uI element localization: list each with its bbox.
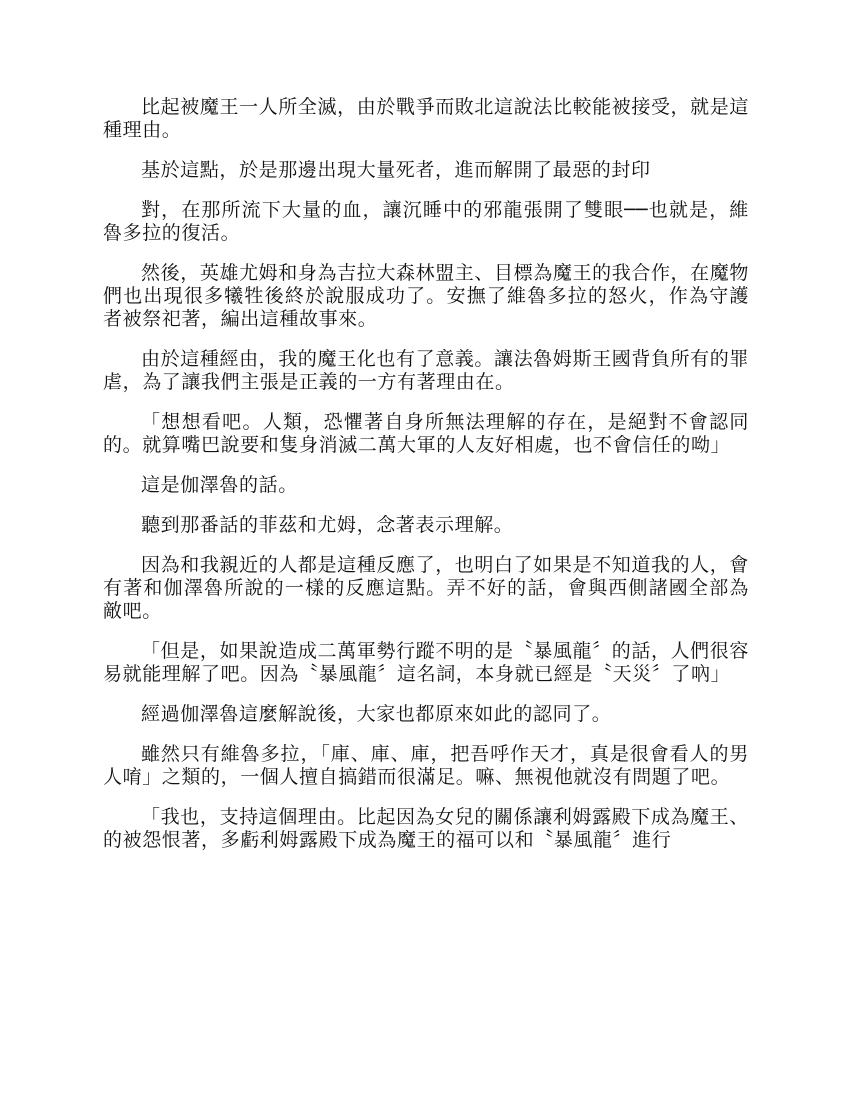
paragraph: 「但是，如果說造成二萬軍勢行蹤不明的是〝暴風龍〞的話，人們很容易就能理解了吧。因為〝暴風龍〞這名詞，本身就已經是〝天災〞了吶」 [103,640,749,685]
paragraph: 聽到那番話的菲茲和尤姆，念著表示理解。 [141,514,514,536]
paragraph: 雖然只有維魯多拉，「庫、庫、庫，把吾呼作天才，真是很會看人的男人唷」之類的，一個人擅自搞錯而很滿足。嘛、無視他就沒有問題了吧。 [103,743,749,788]
document-page [103,96,749,1056]
paragraph: 經過伽澤魯這麼解說後，大家也都原來如此的認同了。 [141,703,612,725]
paragraph: 由於這種經由，我的魔王化也有了意義。讓法魯姆斯王國背負所有的罪虐，為了讓我們主張是正義的一方有著理由在。 [103,348,749,393]
paragraph: 比起被魔王一人所全滅，由於戰爭而敗北這說法比較能被接受，就是這種理由。 [103,96,749,141]
paragraph: 因為和我親近的人都是這種反應了，也明白了如果是不知道我的人，會有著和伽澤魯所說的一樣的反應這點。弄不好的話，會與西側諸國全部為敵吧。 [103,554,749,622]
paragraph: 這是伽澤魯的話。 [141,474,298,496]
paragraph: 「想想看吧。人類，恐懼著自身所無法理解的存在，是絕對不會認同的。就算嘴巴說要和隻身消滅二萬大軍的人友好相處，也不會信任的呦」 [103,411,749,456]
paragraph: 對，在那所流下大量的血，讓沉睡中的邪龍張開了雙眼──也就是，維魯多拉的復活。 [103,199,749,244]
paragraph: 「我也，支持這個理由。比起因為女兒的關係讓利姆露殿下成為魔王、的被怨恨著，多虧利姆露殿下成為魔王的福可以和〝暴風龍〞進行 [103,806,749,851]
paragraph: 然後，英雄尤姆和身為吉拉大森林盟主、目標為魔王的我合作，在魔物們也出現很多犧牲後終於說服成功了。安撫了維魯多拉的怒火，作為守護者被祭祀著，編出這種故事來。 [103,262,749,330]
paragraph: 基於這點，於是那邊出現大量死者，進而解開了最惡的封印 [141,159,651,181]
